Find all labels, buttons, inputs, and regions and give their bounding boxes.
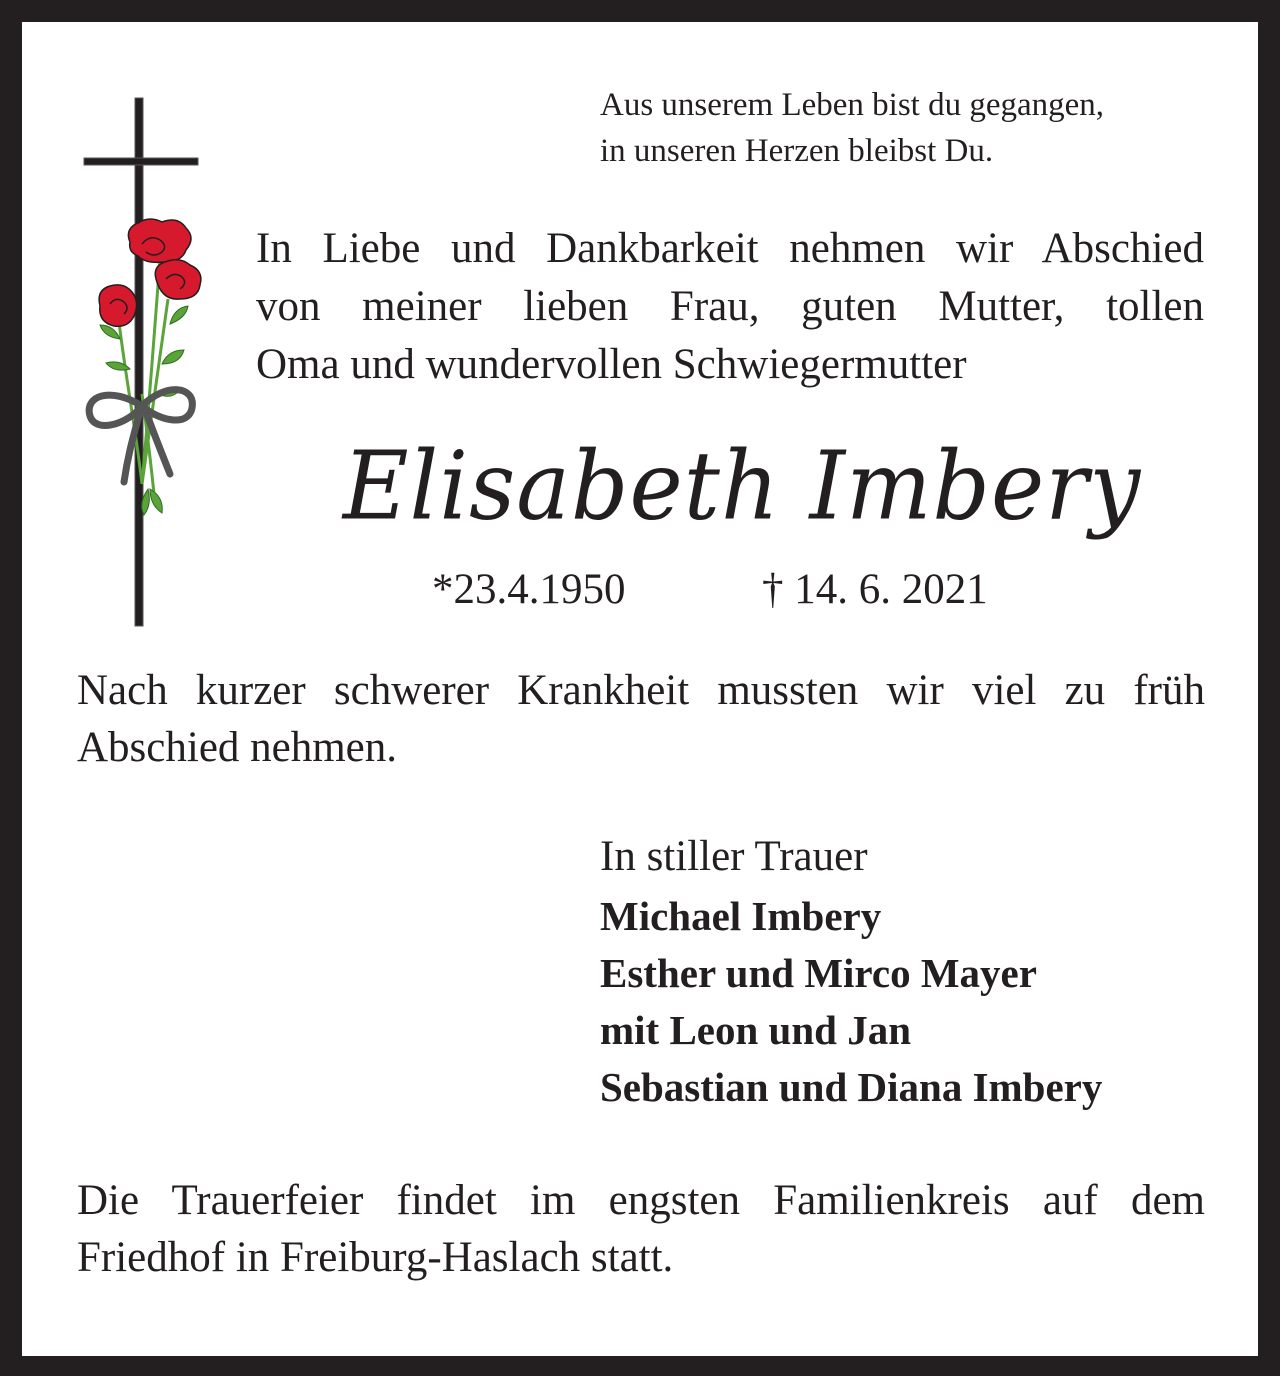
mourner-name: Sebastian und Diana Imbery: [600, 1064, 1103, 1110]
motto: [600, 82, 1240, 174]
birth-date: *23.4.1950: [432, 566, 626, 613]
motto-line: in unseren Herzen bleibst Du.: [600, 133, 994, 169]
cross-icon: [84, 98, 198, 626]
notice-line: Nach kurzer schwerer Krankheit mussten wir viel zu früh: [77, 667, 1205, 714]
roses-with-bow-icon: [89, 219, 201, 515]
obituary-card: [22, 22, 1258, 1356]
notice-text: [77, 662, 1205, 776]
mourners-list: [600, 888, 1102, 1116]
intro-line: Oma und wundervollen Schwiegermutter: [256, 341, 967, 388]
cross-with-roses-icon: [80, 94, 210, 634]
intro-text: [256, 220, 1204, 394]
funeral-line: Die Trauerfeier findet im engsten Familienkreis auf dem: [77, 1177, 1205, 1224]
mourner-name: mit Leon und Jan: [600, 1007, 912, 1053]
intro-line: von meiner lieben Frau, guten Mutter, tollen: [256, 283, 1204, 330]
mourner-name: Esther und Mirco Mayer: [600, 950, 1037, 996]
notice-line: Abschied nehmen.: [77, 724, 398, 771]
funeral-text: [77, 1172, 1205, 1286]
intro-line: In Liebe und Dankbarkeit nehmen wir Abschied: [256, 225, 1204, 272]
mourner-name: Michael Imbery: [600, 893, 882, 939]
death-date: † 14. 6. 2021: [762, 566, 988, 613]
funeral-line: Friedhof in Freiburg-Haslach statt.: [77, 1234, 674, 1281]
mourners-heading: In stiller Trauer: [600, 833, 868, 880]
deceased-name: Elisabeth Imbery: [342, 431, 1142, 542]
motto-line: Aus unserem Leben bist du gegangen,: [600, 87, 1105, 123]
